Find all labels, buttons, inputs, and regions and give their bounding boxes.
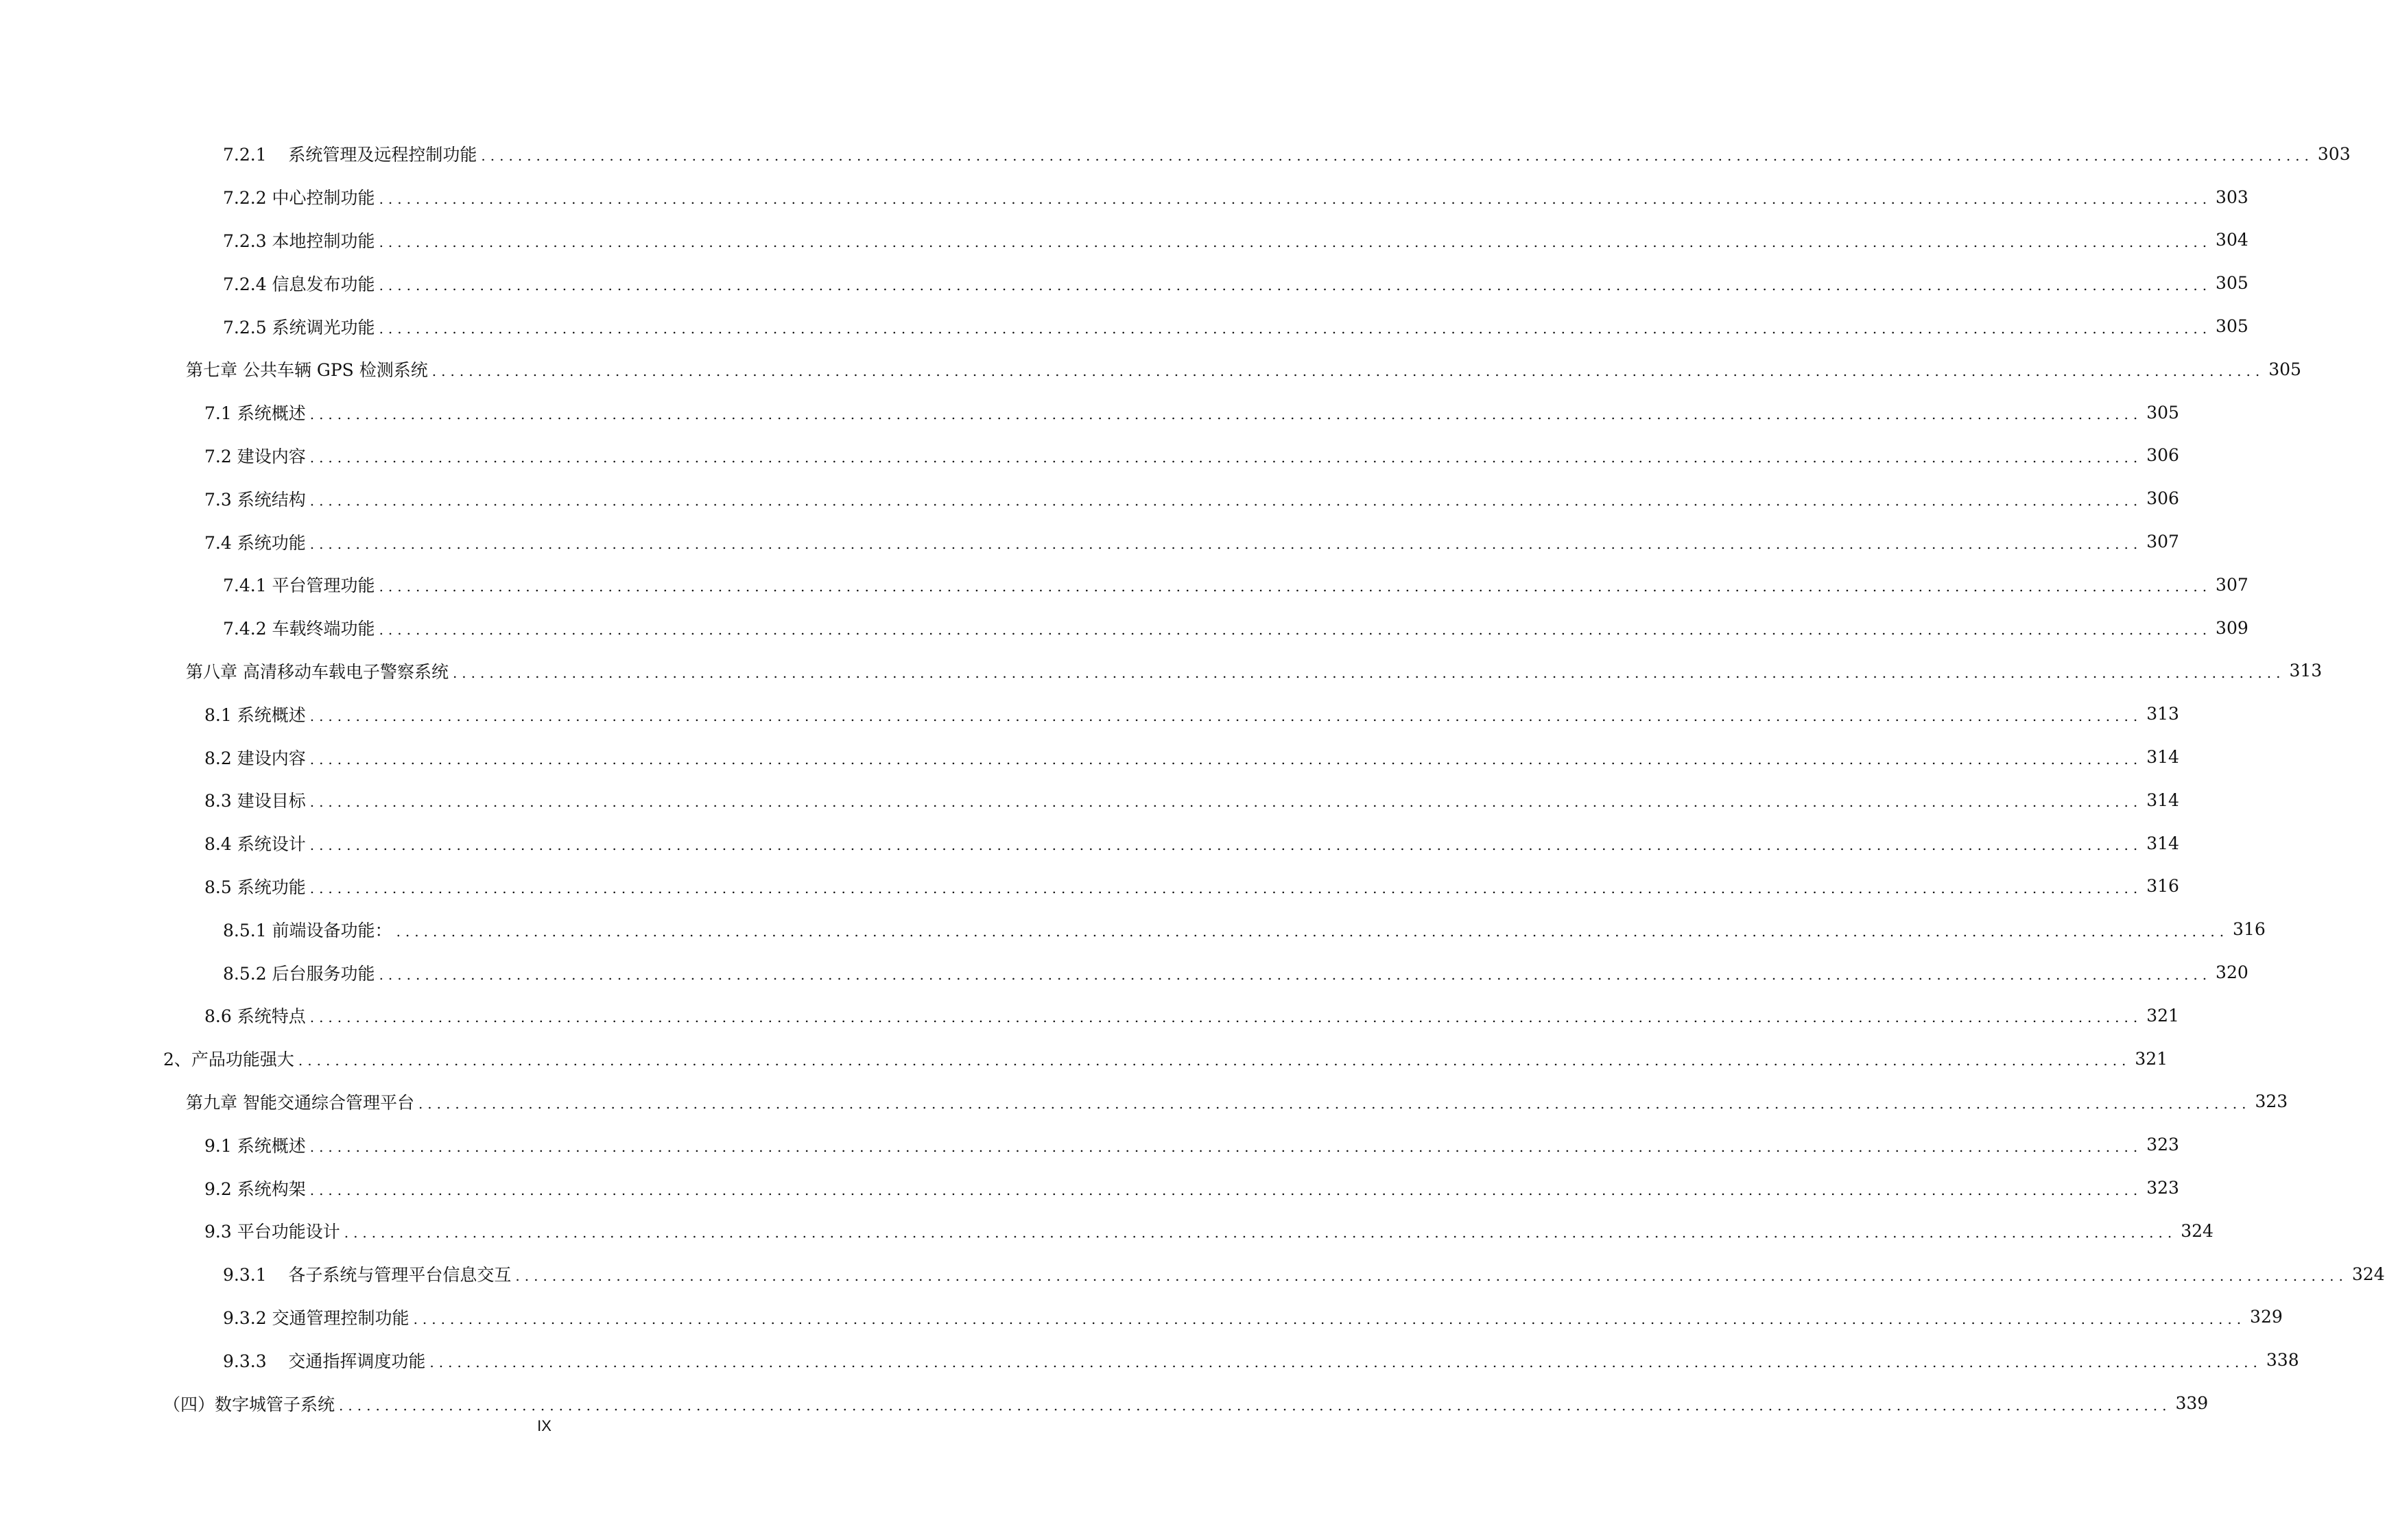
dot-leader: ........................................................................................................................................................................................................: [309, 837, 2143, 854]
toc-entry-title: 8.2 建设内容: [204, 745, 310, 770]
toc-entry[interactable]: [0, 305, 2248, 348]
toc-entry-title: 第七章 公共车辆 GPS 检测系统: [186, 357, 432, 381]
dot-leader: ........................................................................................................................................................................................................: [309, 750, 2143, 768]
toc-entry-title: 9.3.3 交通指挥调度功能: [223, 1348, 429, 1373]
toc-entry-page: 314: [2142, 833, 2179, 853]
dot-leader: ........................................................................................................................................................................................................: [452, 664, 2286, 681]
dot-leader: ........................................................................................................................................................................................................: [379, 621, 2212, 639]
toc-entry-page: 307: [2211, 575, 2248, 595]
toc-entry[interactable]: [0, 1080, 2288, 1124]
dot-leader: ........................................................................................................................................................................................................: [379, 578, 2212, 595]
dot-leader: ........................................................................................................................................................................................................: [309, 707, 2143, 724]
toc-entry-page: 306: [2142, 445, 2179, 465]
dot-leader: ........................................................................................................................................................................................................: [431, 363, 2265, 380]
toc-entry-title: （四）数字城管子系统: [163, 1391, 339, 1416]
toc-entry-title: 7.2 建设内容: [204, 443, 310, 468]
dot-leader: ........................................................................................................................................................................................................: [396, 923, 2229, 940]
toc-entry-title: 9.3.1 各子系统与管理平台信息交互: [223, 1261, 515, 1286]
dot-leader: ........................................................................................................................................................................................................: [309, 406, 2143, 423]
dot-leader: ........................................................................................................................................................................................................: [339, 1397, 2172, 1414]
toc-entry[interactable]: [0, 1338, 2299, 1382]
toc-entry-title: 7.4.1 平台管理功能: [223, 572, 379, 597]
dot-leader: ........................................................................................................................................................................................................: [515, 1268, 2348, 1285]
toc-entry-page: 321: [2142, 1006, 2179, 1026]
toc-entry-page: 303: [2211, 187, 2248, 207]
toc-entry-title: 7.4.2 车载终端功能: [223, 615, 379, 640]
toc-entry-title: 7.4 系统功能: [204, 530, 310, 554]
toc-entry-page: 314: [2142, 790, 2179, 810]
toc-entry[interactable]: [0, 563, 2248, 606]
toc-entry-title: 第九章 智能交通综合管理平台: [186, 1089, 418, 1114]
toc-entry[interactable]: [0, 1037, 2168, 1080]
toc-entry-page: 305: [2264, 359, 2301, 379]
page-number: IX: [537, 1417, 551, 1434]
toc-entry[interactable]: [0, 1123, 2179, 1166]
toc-entry[interactable]: [0, 735, 2179, 779]
toc-entry-title: 8.5.2 后台服务功能: [223, 960, 379, 985]
dot-leader: ........................................................................................................................................................................................................: [379, 320, 2212, 337]
dot-leader: ........................................................................................................................................................................................................: [309, 1181, 2143, 1198]
toc-entry-title: 9.3.2 交通管理控制功能: [223, 1305, 414, 1329]
toc-entry-title: 9.1 系统概述: [204, 1133, 310, 1157]
toc-entry[interactable]: [0, 692, 2179, 735]
dot-leader: ........................................................................................................................................................................................................: [309, 535, 2143, 552]
toc-entry[interactable]: [0, 520, 2179, 563]
dot-leader: ........................................................................................................................................................................................................: [309, 492, 2143, 509]
toc-entry[interactable]: [0, 434, 2179, 477]
toc-entry-page: 323: [2142, 1178, 2179, 1198]
toc-entry-title: 8.5 系统功能: [204, 874, 310, 899]
toc-entry-title: 8.1 系统概述: [204, 702, 310, 726]
toc-entry-page: 304: [2211, 230, 2248, 250]
dot-leader: ........................................................................................................................................................................................................: [379, 276, 2212, 294]
toc-entry-title: 7.2.4 信息发布功能: [223, 271, 379, 296]
dot-leader: ........................................................................................................................................................................................................: [344, 1224, 2177, 1242]
toc-entry-page: 323: [2142, 1135, 2179, 1154]
toc-entry-page: 313: [2142, 704, 2179, 724]
dot-leader: ........................................................................................................................................................................................................: [309, 449, 2143, 466]
toc-entry-title: 9.3 平台功能设计: [204, 1218, 344, 1243]
toc-entry[interactable]: [0, 477, 2179, 520]
dot-leader: ........................................................................................................................................................................................................: [429, 1353, 2262, 1371]
toc-entry-page: 313: [2285, 661, 2322, 680]
toc-entry-title: 8.4 系统设计: [204, 831, 310, 855]
dot-leader: ........................................................................................................................................................................................................: [418, 1095, 2251, 1112]
toc-entry-page: 321: [2131, 1049, 2168, 1069]
toc-entry[interactable]: [0, 650, 2323, 693]
dot-leader: ........................................................................................................................................................................................................: [309, 794, 2143, 811]
toc-entry[interactable]: [0, 1296, 2283, 1339]
toc-entry[interactable]: [0, 606, 2248, 650]
dot-leader: ........................................................................................................................................................................................................: [379, 191, 2212, 208]
toc-entry-page: 324: [2176, 1221, 2214, 1241]
toc-entry-page: 329: [2246, 1307, 2283, 1327]
toc-entry-page: 303: [2314, 144, 2351, 164]
toc-entry-page: 314: [2142, 747, 2179, 767]
dot-leader: ........................................................................................................................................................................................................: [309, 1009, 2143, 1026]
toc-entry-title: 8.3 建设目标: [204, 787, 310, 812]
toc-entry[interactable]: [0, 951, 2248, 994]
dot-leader: ........................................................................................................................................................................................................: [379, 233, 2212, 250]
toc-entry-title: 8.6 系统特点: [204, 1003, 310, 1028]
toc-entry[interactable]: [0, 822, 2179, 865]
toc-entry-page: 316: [2229, 919, 2266, 939]
toc-entry[interactable]: [0, 391, 2179, 434]
toc-entry[interactable]: [0, 261, 2248, 305]
toc-entry-page: 320: [2211, 962, 2248, 982]
toc-entry-title: 9.2 系统构架: [204, 1176, 310, 1200]
toc-entry-title: 第八章 高清移动车载电子警察系统: [186, 659, 453, 683]
dot-leader: ........................................................................................................................................................................................................: [379, 966, 2212, 983]
toc-entry-title: 7.2.3 本地控制功能: [223, 228, 379, 252]
dot-leader: ........................................................................................................................................................................................................: [298, 1052, 2131, 1069]
toc-entry-title: 7.3 系统结构: [204, 486, 310, 511]
toc-entry[interactable]: [0, 132, 2351, 176]
toc-entry[interactable]: [0, 176, 2248, 219]
toc-entry[interactable]: [0, 348, 2301, 391]
toc-entry-title: 2、产品功能强大: [163, 1046, 298, 1071]
dot-leader: ........................................................................................................................................................................................................: [481, 147, 2314, 165]
toc-entry[interactable]: [0, 1253, 2385, 1296]
toc-entry[interactable]: [0, 219, 2248, 262]
toc-entry[interactable]: [0, 1166, 2179, 1209]
toc-entry[interactable]: [0, 994, 2179, 1037]
toc-entry-page: 339: [2172, 1393, 2209, 1413]
toc-entry[interactable]: [0, 1209, 2214, 1253]
toc-entry-title: 7.1 系统概述: [204, 400, 310, 425]
dot-leader: ........................................................................................................................................................................................................: [309, 879, 2143, 897]
toc-entry-page: 305: [2211, 273, 2248, 293]
toc-entry-title: 7.2.5 系统调光功能: [223, 314, 379, 339]
toc-entry[interactable]: [0, 865, 2179, 908]
toc-entry-page: 324: [2348, 1264, 2385, 1284]
toc-entry-page: 305: [2211, 316, 2248, 336]
toc-entry-page: 338: [2262, 1350, 2299, 1370]
toc-entry-title: 7.2.1 系统管理及远程控制功能: [223, 141, 481, 166]
table-of-contents: [0, 132, 2385, 1425]
toc-entry[interactable]: [0, 779, 2179, 822]
dot-leader: ........................................................................................................................................................................................................: [309, 1138, 2143, 1155]
toc-entry-page: 323: [2251, 1091, 2288, 1111]
dot-leader: ........................................................................................................................................................................................................: [413, 1310, 2246, 1327]
toc-entry[interactable]: [0, 908, 2266, 951]
toc-entry-page: 309: [2211, 618, 2248, 638]
toc-entry-title: 7.2.2 中心控制功能: [223, 185, 379, 209]
toc-entry-page: 316: [2142, 876, 2179, 896]
toc-entry-page: 306: [2142, 488, 2179, 508]
toc-entry-title: 8.5.1 前端设备功能：: [223, 917, 396, 942]
toc-entry-page: 307: [2142, 532, 2179, 552]
toc-entry-page: 305: [2142, 403, 2179, 423]
